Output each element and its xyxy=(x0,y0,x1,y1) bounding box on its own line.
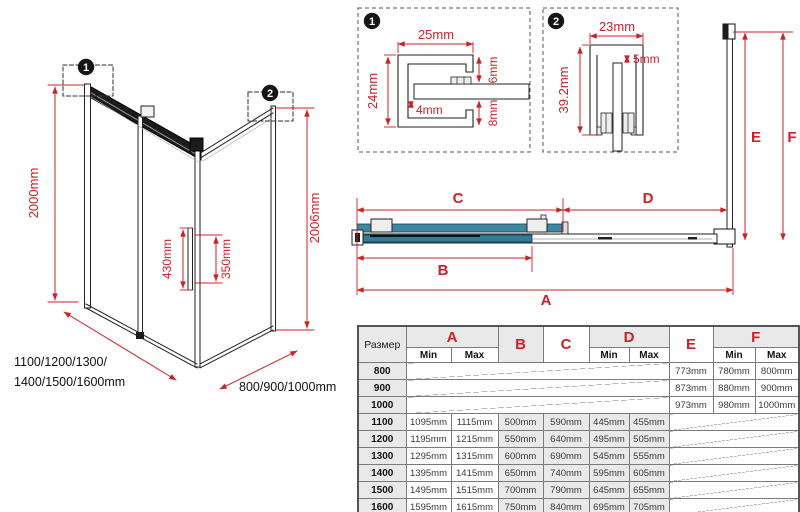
detail-callout-1 xyxy=(358,8,530,152)
plan-label-f: F xyxy=(787,129,797,146)
empty-cell xyxy=(669,431,799,448)
callout-1-number: 1 xyxy=(82,62,90,74)
size-cell: 1000 xyxy=(358,397,406,414)
plan-label-e: E xyxy=(750,129,762,146)
size-cell: 1100 xyxy=(358,414,406,431)
detail-callout-2 xyxy=(543,8,678,152)
empty-cell xyxy=(406,380,669,397)
d-max-header: Max xyxy=(629,348,669,363)
detail-1-number: 1 xyxy=(368,16,376,28)
table-row: 1200 1195mm 1215mm 550mm 640mm 495mm 505mm xyxy=(358,431,799,448)
plan-view xyxy=(352,24,797,309)
col-header-d: D xyxy=(589,326,669,348)
size-cell: 1500 xyxy=(358,482,406,499)
a-min-header: Min xyxy=(406,348,451,363)
table-row: 800 773mm 780mm 800mm xyxy=(358,363,799,380)
glass-panel-section xyxy=(414,84,529,99)
empty-cell xyxy=(669,465,799,482)
d-min-header: Min xyxy=(589,348,629,363)
detail-2-number: 2 xyxy=(552,16,560,28)
roller-clip-right xyxy=(623,113,634,133)
iso-front-widths-1: 1100/1200/1300/ xyxy=(14,355,107,369)
empty-cell xyxy=(669,414,799,431)
roller-block-end xyxy=(190,138,203,151)
size-cell: 1600 xyxy=(358,499,406,512)
callout-2-number: 2 xyxy=(266,88,274,100)
plan-label-d: D xyxy=(642,190,654,207)
door-handle xyxy=(188,228,193,290)
detail-2-dim-gap: 5mm xyxy=(633,52,660,66)
plan-label-b: B xyxy=(437,262,449,279)
iso-height-right: 2006mm xyxy=(307,192,322,244)
size-cell: 800 xyxy=(358,363,406,380)
detail-1-dim-gap-top: 6mm xyxy=(486,56,500,84)
size-table xyxy=(357,325,800,512)
col-header-c: C xyxy=(543,326,589,363)
col-header-f: F xyxy=(713,326,799,348)
detail-1-dim-left: 24mm xyxy=(365,72,380,110)
detail-1-dim-top: 25mm xyxy=(417,27,455,42)
plan-label-c: C xyxy=(452,190,464,207)
iso-front-widths-2: 1400/1500/1600mm xyxy=(14,375,126,389)
roller-block-mid xyxy=(141,106,154,117)
plan-label-a: A xyxy=(540,292,552,309)
door-roller-right xyxy=(527,219,547,232)
detail-2-dim-left: 39.2mm xyxy=(556,66,571,114)
empty-cell xyxy=(406,363,669,380)
iso-height-left: 2000mm xyxy=(26,167,41,219)
left-stile xyxy=(85,84,91,308)
detail-2-dim-top: 23mm xyxy=(598,19,636,34)
size-cell: 1200 xyxy=(358,431,406,448)
col-header-a: A xyxy=(406,326,498,348)
roller-clip-left xyxy=(601,113,612,133)
table-row: 1000 973mm 980mm 1000mm xyxy=(358,397,799,414)
rear-stile xyxy=(271,106,276,331)
empty-cell xyxy=(406,397,669,414)
f-max-header: Max xyxy=(755,348,799,363)
detail-1-dim-wall: 4mm xyxy=(416,103,443,117)
empty-cell xyxy=(669,482,799,499)
col-header-e: E xyxy=(669,326,713,363)
table-row: 900 873mm 880mm 900mm xyxy=(358,380,799,397)
top-rail xyxy=(86,84,201,160)
iso-side-widths: 800/900/1000mm xyxy=(239,380,337,394)
isometric-view xyxy=(14,59,336,394)
side-panel-plan xyxy=(727,28,733,247)
table-row: 1600 1595mm 1615mm 750mm 840mm 695mm 705mm xyxy=(358,499,799,512)
empty-cell xyxy=(669,499,799,512)
size-cell: 1300 xyxy=(358,448,406,465)
table-row: 1400 1395mm 1415mm 650mm 740mm 595mm 605mm xyxy=(358,465,799,482)
iso-handle-outer: 430mm xyxy=(160,238,174,280)
glass-panel-section-2 xyxy=(613,63,622,151)
col-header-b: B xyxy=(498,326,543,363)
detail-1-dim-gap-bottom: 8mm xyxy=(486,99,500,127)
size-header-cell: Размер xyxy=(358,326,406,363)
table-row: 1300 1295mm 1315mm 600mm 690mm 545mm 555mm xyxy=(358,448,799,465)
f-min-header: Min xyxy=(713,348,755,363)
door-roller-left xyxy=(371,219,392,232)
table-row: 1500 1495mm 1515mm 700mm 790mm 645mm 655mm xyxy=(358,482,799,499)
table-header-row xyxy=(358,326,799,348)
glass-clip xyxy=(451,77,471,84)
size-cell: 900 xyxy=(358,380,406,397)
empty-cell xyxy=(669,448,799,465)
a-max-header: Max xyxy=(451,348,498,363)
table-row: 1100 1095mm 1115mm 500mm 590mm 445mm 455mm xyxy=(358,414,799,431)
corner-post xyxy=(195,151,200,367)
iso-handle-inner: 350mm xyxy=(219,238,233,280)
door-stile xyxy=(138,116,143,336)
size-cell: 1400 xyxy=(358,465,406,482)
